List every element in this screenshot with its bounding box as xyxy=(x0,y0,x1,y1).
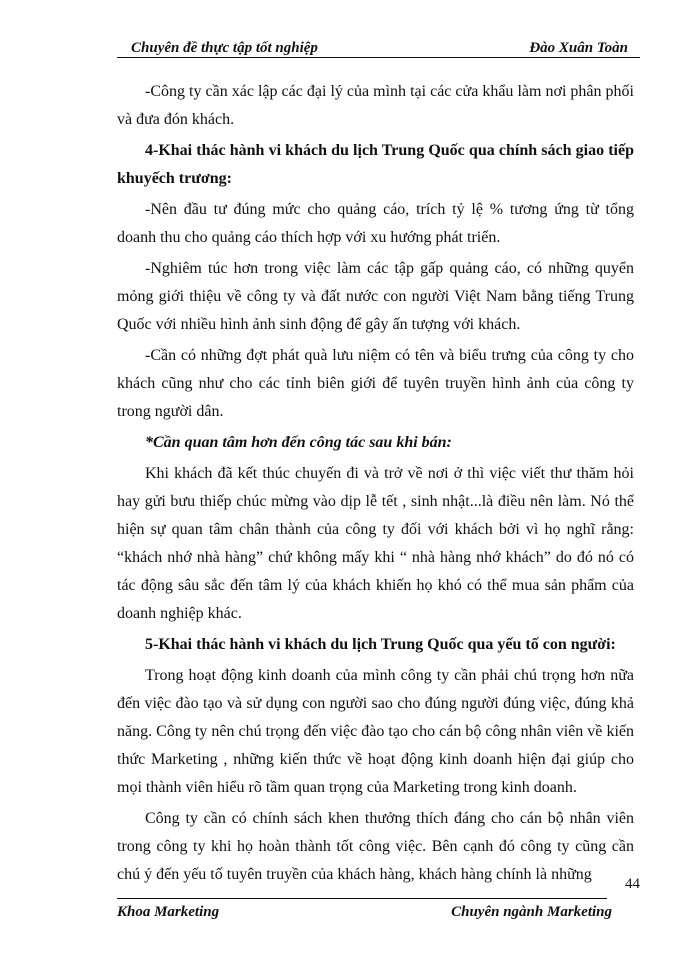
footer-rule xyxy=(117,898,607,899)
header-rule xyxy=(117,57,640,58)
section-heading: 4-Khai thác hành vi khách du lịch Trung Quốc qua chính sách giao tiếp khuyếch trương: xyxy=(117,142,634,187)
header-title: Chuyên đề thực tập tốt nghiệp xyxy=(131,40,318,56)
paragraph: -Nên đầu tư đúng mức cho quảng cáo, trích tỷ lệ % tương ứng từ tổng doanh thu cho quảng cáo thích hợp với xu hướng phát triển. xyxy=(117,201,634,246)
page-number: 44 xyxy=(625,876,640,892)
paragraph: Công ty cần có chính sách khen thưởng thích đáng cho cán bộ nhân viên trong công ty khi họ hoàn thành tốt công việc. Bên cạnh đó công ty cũng cần chú ý đến yếu tố tuyên truyền của khách hàng, khách hàng chính là những xyxy=(117,810,634,883)
document-body xyxy=(117,78,634,889)
subheading: *Cần quan tâm hơn đến công tác sau khi bán: xyxy=(145,434,452,451)
paragraph: -Cần có những đợt phát quà lưu niệm có tên và biểu trưng của công ty cho khách cũng như cho các tỉnh biên giới để tuyên truyền hình ảnh của công ty trong người dân. xyxy=(117,347,634,420)
footer-major: Chuyên ngành Marketing xyxy=(451,904,612,920)
footer-faculty: Khoa Marketing xyxy=(117,904,220,920)
page-footer xyxy=(117,904,640,924)
paragraph: Trong hoạt động kinh doanh của mình công ty cần phải chú trọng hơn nữa đến việc đào tạo và sử dụng con người sao cho đúng người đúng việc, đúng khả năng. Công ty nên chú trọng đến việc đào tạo cho cán bộ công nhân viên về kiến thức Marketing , những kiến thức về hoạt động kinh doanh hiện đại giúp cho mọi thành viên hiểu rõ tầm quan trọng của Marketing trong kinh doanh. xyxy=(117,667,634,796)
paragraph: -Công ty cần xác lập các đại lý của mình tại các cửa khẩu làm nơi phân phối và đưa đón khách. xyxy=(117,83,634,128)
paragraph: Khi khách đã kết thúc chuyến đi và trở về nơi ở thì việc viết thư thăm hỏi hay gửi bưu thiếp chúc mừng vào dịp lễ tết , sinh nhật...là điều nên làm. Nó thể hiện sự quan tâm chân thành của công ty đối với khách bởi vì họ nghĩ rằng: “khách nhớ nhà hàng” chứ không mấy khi “ nhà hàng nhớ khách” do đó nó có tác động sâu sắc đến tâm lý của khách khiến họ khó có thể mua sản phẩm của doanh nghiệp khác. xyxy=(117,465,634,622)
header-author: Đào Xuân Toàn xyxy=(529,40,628,56)
paragraph: -Nghiêm túc hơn trong việc làm các tập gấp quảng cáo, có những quyển mỏng giới thiệu về công ty và đất nước con người Việt Nam bằng tiếng Trung Quốc với nhiều hình ảnh sinh động để gây ấn tượng với khách. xyxy=(117,260,634,333)
section-heading: 5-Khai thác hành vi khách du lịch Trung Quốc qua yếu tố con người: xyxy=(145,636,616,653)
